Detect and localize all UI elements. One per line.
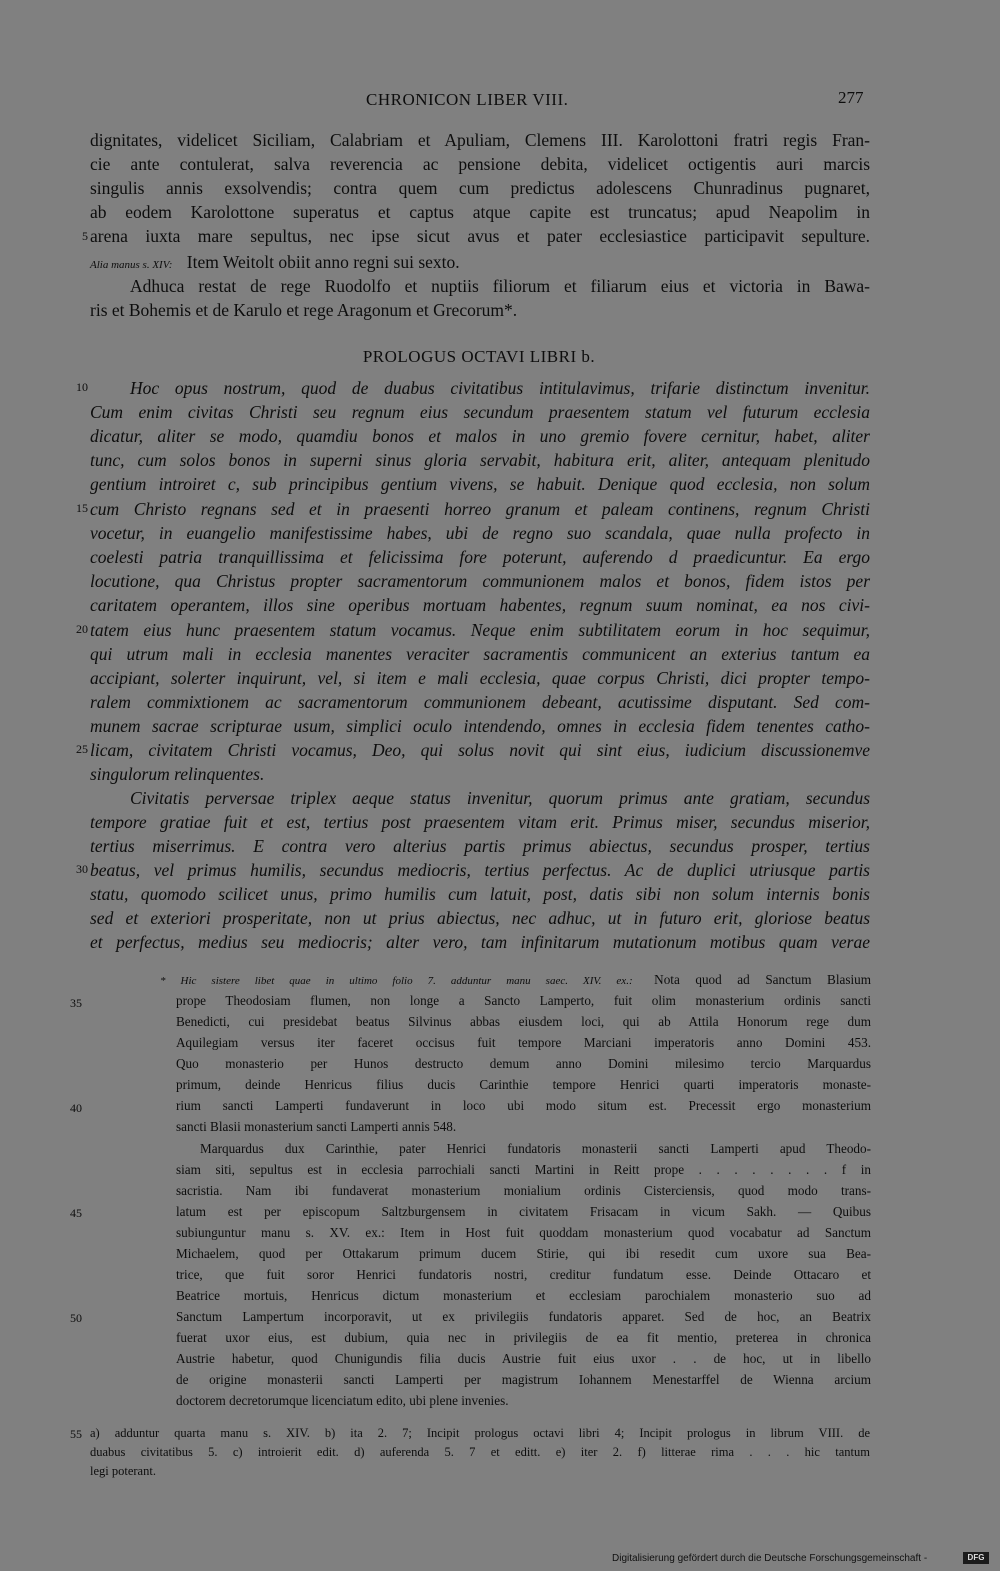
- text-line: Adhuca restat de rege Ruodolfo et nuptiis filiorum et filiarum eius et victoria in Bawa-: [130, 276, 870, 296]
- text-line: vocetur, in euangelio manifestissime habes, ubi de regno suo scandala, quae nulla profecto in: [90, 523, 870, 543]
- text-line: accipiant, solerter inquirunt, vel, si item e mali ecclesia, quae corpus Christi, dici propter tempo-: [90, 668, 870, 688]
- note-line: Michaelem, quod per Ottakarum primum ducem Stirie, qui ibi resedit cum uxore sua Bea-: [176, 1246, 871, 1261]
- line-number: 55: [70, 1427, 82, 1441]
- text-line: locutione, qua Christus propter sacramentorum communionem malos et bonos, fidem istos per: [90, 571, 870, 591]
- note-line: trice, que fuit soror Henrici fundatoris nostri, creditur fundatum esse. Deinde Ottacaro et: [176, 1267, 871, 1282]
- note-line: Aquilegiam versus iter faceret occisus fuit tempore Marciani imperatoris anno Domini 453.: [176, 1035, 871, 1050]
- section-heading: PROLOGUS OCTAVI LIBRI b.: [362, 347, 596, 366]
- alia-manus-label: Alia manus s. XIV:: [90, 259, 173, 271]
- text-line: dignitates, videlicet Siciliam, Calabriam et Apuliam, Clemens III. Karolottoni fratri regis Fran-: [90, 130, 870, 150]
- text-line: tunc, cum solos bonos in superni sinus gloria servabit, habitura erit, aliter, antequam plenitudo: [90, 450, 870, 470]
- text-line: ris et Bohemis et de Karulo et rege Aragonum et Grecorum*.: [90, 300, 518, 320]
- text-line: statu, quomodo scilicet unus, primo humilis cum latuit, post, datis sibi non solum internis bonis: [90, 884, 870, 904]
- text-line: tertius miserrimus. E contra vero alterius partis primus abiectus, secundus prosper, tertius: [90, 836, 870, 856]
- note-line: Austrie habetur, quod Chunigundis filia ducis Austrie fuit eius uxor . . de hoc, ut in libello: [176, 1351, 871, 1366]
- text-line: cum Christo regnans sed et in praesenti horreo granum et paleam continens, regnum Christi: [90, 499, 870, 519]
- note-line: rium sancti Lamperti fundaverunt in loco ubi modo situm est. Precessit ergo monasterium: [176, 1098, 871, 1113]
- note-line: doctorem decretorumque licenciatum edito, ubi plene invenies.: [176, 1393, 509, 1408]
- text-line: cie ante contulerat, salva reverencia ac pensione debita, videlicet octigentis auri marcis: [90, 154, 870, 174]
- note-line: prope Theodosiam flumen, non longe a Sancto Lamperto, fuit olim monasterium ordinis sancti: [176, 993, 871, 1008]
- line-number: 20: [76, 622, 88, 636]
- note-lead-line: [160, 969, 871, 993]
- text-line: ralem commixtionem ac sacramentorum communionem debeant, acutissime disputant. Sed com-: [90, 692, 870, 712]
- text-line: Civitatis perversae triplex aeque status invenitur, quorum primus ante gratiam, secundus: [130, 788, 870, 808]
- note-line: sacristia. Nam ibi fundaverat monasterium monialium ordinis Cisterciensis, quod modo trans-: [176, 1183, 871, 1198]
- text-line: munem sacrae scripturae usum, simplici oculo intendendo, omnes in ecclesia fidem tenentes catho-: [90, 716, 870, 736]
- dfg-logo: DFG: [963, 1552, 989, 1564]
- line-number: 10: [76, 380, 88, 394]
- note-line: Quo monasterio per Hunos destructo demum anno Domini milesimo tercio Marquardus: [176, 1056, 871, 1071]
- note-lead-label: * Hic sistere libet quae in ultimo folio 7. adduntur manu saec. XIV. ex.:: [160, 975, 633, 987]
- note-line: latum est per episcopum Saltzburgensem in civitatem Frisacam in vicum Sakh. — Quibus: [176, 1204, 871, 1219]
- apparatus-line: a) adduntur quarta manu s. XIV. b) ita 2. 7; Incipit prologus octavi libri 4; Incipit prologus in librum VIII. de: [90, 1426, 870, 1440]
- text-line: beatus, vel primus humilis, secundus mediocris, tertius perfectus. Ac de duplici utriusque partis: [90, 860, 870, 880]
- note-line: Marquardus dux Carinthie, pater Henrici fundatoris monasterii sancti Lamperti apud Theodo-: [200, 1141, 871, 1156]
- alia-manus-line: [90, 250, 870, 277]
- note-line: Benedicti, cui presidebat beatus Silvinus abbas eiusdem loci, qui ab Attila Honorum rege dum: [176, 1014, 871, 1029]
- line-number: 35: [70, 996, 82, 1010]
- text-line: dicatur, aliter se modo, quamdiu bonos et malos in uno gremio fovere cernitur, habet, aliter: [90, 426, 870, 446]
- note-line: Beatrice mortuis, Henricus dictum monasterium et ecclesiam parochialem monasterio suo ad: [176, 1288, 871, 1303]
- text-line: tempore gratiae fuit et est, tertius post praesentem vitam erit. Primus miser, secundus miserior,: [90, 812, 870, 832]
- text-line: coelesti patria tranquillissima et felicissima fore poterunt, auferendo d praedicuntur. Ea ergo: [90, 547, 870, 567]
- text-line: caritatem operantem, illos sine operibus mortuam habentes, regnum suum nominat, ea nos civi-: [90, 595, 870, 615]
- text-line: ab eodem Karolottone superatus et captus atque capite est truncatus; apud Neapolim in: [90, 202, 870, 222]
- note-line: fuerat uxor eius, est dubium, quia nec in privilegiis de ea fit mentio, preterea in chronica: [176, 1330, 871, 1345]
- text-line: Cum enim civitas Christi seu regnum eius secundum praesentem statum vel futurum ecclesia: [90, 402, 870, 422]
- text-line: Hoc opus nostrum, quod de duabus civitatibus intitulavimus, trifarie distinctum invenitur.: [130, 378, 870, 398]
- line-number: 30: [76, 862, 88, 876]
- text-line: gentium introiret c, sub principibus gentium vivens, se habuit. Denique quod ecclesia, non solum: [90, 474, 870, 494]
- alia-manus-text: Item Weitolt obiit anno regni sui sexto.: [186, 252, 460, 272]
- line-number: 5: [82, 229, 88, 243]
- page-number: 277: [838, 88, 864, 107]
- note-line: de origine monasterii sancti Lamperti per magistrum Iohannem Menestarffel de Wienna arcium: [176, 1372, 871, 1387]
- text-line: et perfectus, medius seu mediocris; alter vero, tam infinitarum mutationum motibus quam verae: [90, 932, 870, 952]
- line-number: 50: [70, 1311, 82, 1325]
- text-line: singulorum relinquentes.: [90, 764, 265, 784]
- apparatus-line: legi poterant.: [90, 1464, 156, 1478]
- text-line: sed et exteriori prosperitate, non ut prius abiectus, nec adhuc, ut in futuro erit, gloriose beatus: [90, 908, 870, 928]
- text-line: singulis annis exsolvendis; contra quem cum predictus adolescens Chunradinus pugnaret,: [90, 178, 870, 198]
- line-number: 25: [76, 742, 88, 756]
- text-line: qui utrum mali in ecclesia manentes veraciter sacramentis communicent an exterius tantum ea: [90, 644, 870, 664]
- note-line: sancti Blasii monasterium sancti Lamperti annis 548.: [176, 1119, 457, 1134]
- note-line: primum, deinde Henricus filius ducis Carinthie tempore Henrici quarti imperatoris monaste-: [176, 1077, 871, 1092]
- note-lead-text: Nota quod ad Sanctum Blasium: [654, 972, 871, 987]
- digitization-credit: Digitalisierung gefördert durch die Deutsche Forschungsgemeinschaft -: [612, 1553, 928, 1564]
- line-number: 45: [70, 1206, 82, 1220]
- line-number: 40: [70, 1101, 82, 1115]
- note-line: subiunguntur manu s. XV. ex.: Item in Host fuit quoddam monasterium quod vocabatur ad Sanctum: [176, 1225, 871, 1240]
- line-number: 15: [76, 501, 88, 515]
- text-line: arena iuxta mare sepultus, nec ipse sicut avus et pater ecclesiastice participavit sepulture.: [90, 226, 870, 246]
- note-line: siam siti, sepultus est in ecclesia parrochiali sancti Martini in Reitt prope . . . . . . . . f in: [176, 1162, 871, 1177]
- text-line: licam, civitatem Christi vocamus, Deo, qui solus novit qui sint eius, iudicium discussionemve: [90, 740, 870, 760]
- apparatus-line: duabus civitatibus 5. c) introierit edit. d) auferenda 5. 7 et editt. e) iter 2. f) litterae rima . . . hic tantum: [90, 1445, 870, 1459]
- running-title: CHRONICON LIBER VIII.: [366, 90, 569, 109]
- text-line: tatem eius hunc praesentem statum vocamus. Neque enim subtilitatem eorum in hoc sequimur,: [90, 620, 870, 640]
- note-line: Sanctum Lampertum incorporavit, ut ex privilegiis fundatoris apparet. Sed de hoc, an Beatrix: [176, 1309, 871, 1324]
